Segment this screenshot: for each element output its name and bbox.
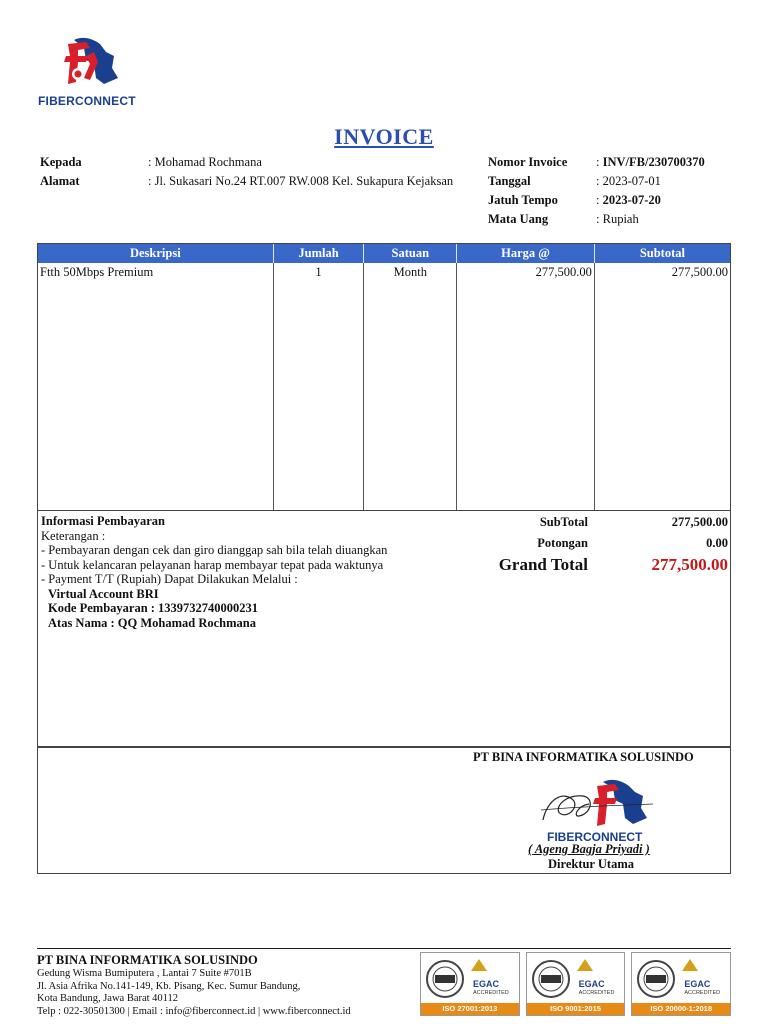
- table-header-row: [38, 244, 730, 263]
- header-quantity: Jumlah: [273, 244, 364, 263]
- row-subtotal: 277,500.00: [671, 265, 728, 279]
- subtotal-label: SubTotal: [539, 515, 588, 529]
- footer-divider: [37, 948, 731, 949]
- footer-contact: Telp : 022-30501300 | Email : info@fiberconnect.id | www.fiberconnect.id: [37, 1005, 351, 1017]
- cert-accredited: ACCREDITED: [473, 990, 509, 996]
- payment-code: Kode Pembayaran : 1339732740000231: [48, 601, 259, 615]
- cert-badge: [420, 952, 520, 1016]
- payment-section: [37, 511, 731, 747]
- due-label: Jatuh Tempo: [488, 193, 558, 207]
- notes-label: Keterangan :: [41, 528, 106, 543]
- date-value: 2023-07-01: [602, 174, 661, 188]
- certifications: [420, 952, 731, 1016]
- cert-label: ISO 27001:2013: [421, 1003, 519, 1015]
- invoice-number-value: INV/FB/230700370: [602, 155, 705, 169]
- to-label: Kepada: [40, 155, 82, 169]
- items-table: [37, 243, 731, 511]
- address-label: Alamat: [40, 174, 80, 188]
- invoice-number-label: Nomor Invoice: [488, 155, 568, 169]
- cert-label: ISO 9001:2015: [527, 1003, 625, 1015]
- note-item: - Payment T/T (Rupiah) Dapat Dilakukan Melalui :: [41, 572, 298, 586]
- company-logo: [34, 34, 164, 110]
- signer-name: ( Ageng Bagja Priyadi ): [528, 842, 650, 856]
- virtual-account: Virtual Account BRI: [48, 586, 159, 601]
- certified-seal-icon: [527, 953, 627, 1005]
- signature-company: PT BINA INFORMATIKA SOLUSINDO: [473, 750, 694, 764]
- cert-body: EGAC: [684, 979, 711, 989]
- header-description: Deskripsi: [38, 244, 273, 263]
- signature-section: [37, 747, 731, 874]
- colon: :: [596, 212, 600, 226]
- grand-total-label: Grand Total: [498, 555, 588, 574]
- cert-badge: [631, 952, 731, 1016]
- cert-badge: [526, 952, 626, 1016]
- discount-label: Potongan: [537, 536, 588, 550]
- currency-label: Mata Uang: [488, 212, 549, 226]
- cert-body: EGAC: [473, 979, 500, 989]
- payment-info-heading: Informasi Pembayaran: [41, 514, 165, 528]
- row-description: Ftth 50Mbps Premium: [38, 263, 273, 282]
- totals: [458, 513, 728, 581]
- to-value: : Mohamad Rochmana: [148, 155, 262, 169]
- footer-company: PT BINA INFORMATIKA SOLUSINDO: [37, 953, 258, 967]
- header-subtotal: Subtotal: [594, 244, 730, 263]
- payment-info: [41, 514, 387, 630]
- cert-accredited: ACCREDITED: [684, 990, 721, 996]
- note-item: - Pembayaran dengan cek dan giro dianggap sah bila telah diuangkan: [41, 543, 388, 557]
- row-price: 277,500.00: [457, 263, 595, 282]
- table-row: [38, 263, 730, 282]
- due-value: 2023-07-20: [602, 193, 661, 207]
- account-name: Atas Nama : QQ Mohamad Rochmana: [48, 615, 256, 630]
- table-filler-row: [38, 282, 730, 510]
- header-price: Harga @: [457, 244, 595, 263]
- customer-info: [40, 153, 490, 191]
- discount-value: 0.00: [706, 536, 728, 550]
- cert-accredited: ACCREDITED: [578, 990, 615, 996]
- address-value: : Jl. Sukasari No.24 RT.007 RW.008 Kel. Sukapura Kejaksan: [148, 174, 454, 188]
- footer: [37, 953, 437, 1018]
- colon: :: [596, 174, 600, 188]
- fiberconnect-logo-icon: [34, 34, 124, 94]
- row-unit: Month: [364, 263, 457, 282]
- invoice-meta: [488, 153, 738, 229]
- cert-body: EGAC: [578, 979, 605, 989]
- logo-text: FIBERCONNECT: [38, 94, 136, 108]
- signature-logo-text: FIBERCONNECT: [547, 830, 643, 844]
- row-quantity: 1: [273, 263, 364, 282]
- invoice-title: INVOICE: [334, 124, 434, 149]
- certified-seal-icon: [421, 953, 521, 1005]
- footer-address-line: Gedung Wisma Bumiputera , Lantai 7 Suite #701B: [37, 968, 252, 979]
- cert-label: ISO 20000-1:2018: [632, 1003, 730, 1015]
- colon: :: [596, 155, 600, 169]
- currency-value: Rupiah: [602, 212, 639, 226]
- footer-address-line: Jl. Asia Afrika No.141-149, Kb. Pisang, Kec. Sumur Bandung,: [37, 980, 301, 992]
- colon: :: [596, 193, 600, 207]
- subtotal-value: 277,500.00: [671, 515, 728, 529]
- signer-role: Direktur Utama: [548, 857, 634, 871]
- certified-seal-icon: [632, 953, 732, 1005]
- footer-address-line: Kota Bandung, Jawa Barat 40112: [37, 993, 179, 1004]
- header-unit: Satuan: [364, 244, 457, 263]
- note-item: - Untuk kelancaran pelayanan harap membayar tepat pada waktunya: [41, 557, 384, 572]
- date-label: Tanggal: [488, 174, 531, 188]
- grand-total-value: 277,500.00: [651, 555, 728, 574]
